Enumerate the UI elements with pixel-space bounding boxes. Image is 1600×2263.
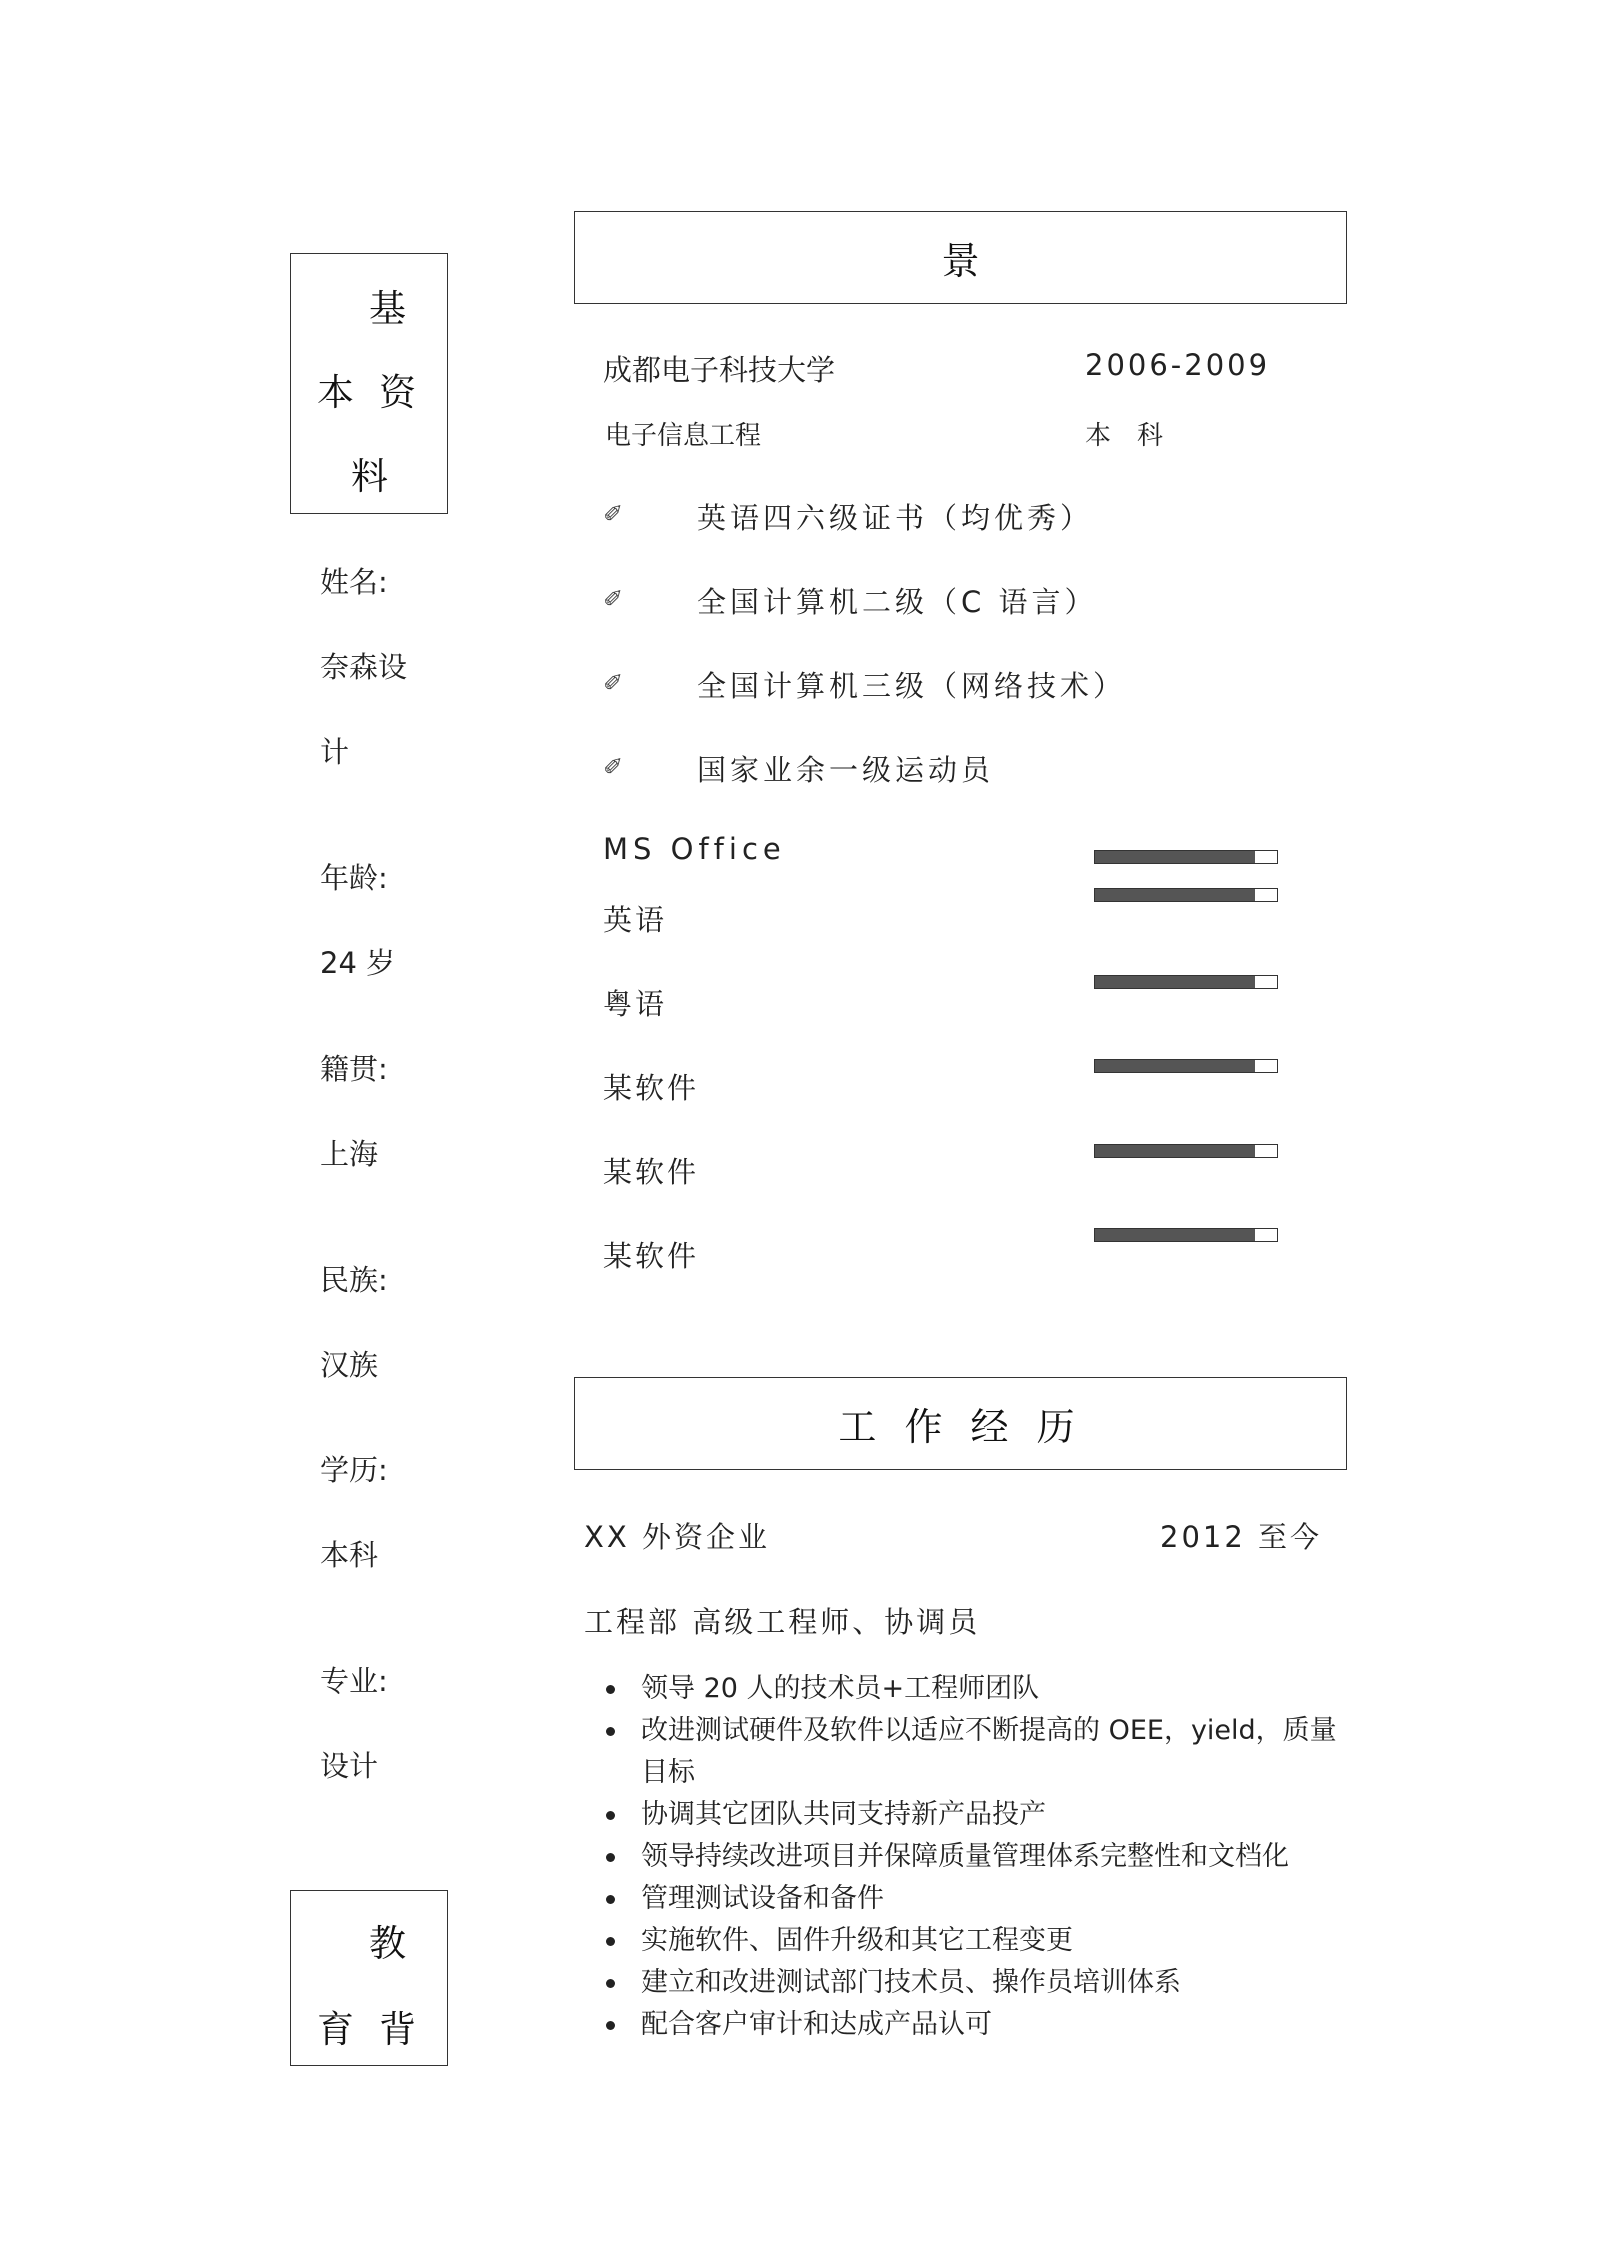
skill-name: 英语 bbox=[603, 903, 668, 937]
field-label-major: 专业: bbox=[320, 1664, 388, 1698]
certificate-item: 国家业余一级运动员 bbox=[697, 753, 995, 787]
field-value-name: 奈森设 bbox=[320, 650, 408, 684]
school-years: 2006-2009 bbox=[1085, 348, 1271, 382]
field-label-education: 学历: bbox=[320, 1453, 388, 1487]
duty-item: 实施软件、固件升级和其它工程变更 bbox=[603, 1920, 1343, 1962]
section-box-education bbox=[290, 1890, 448, 2066]
paperclip-icon: ✐ bbox=[603, 669, 624, 697]
education-header-text: 景 bbox=[941, 239, 980, 283]
certificate-item: 全国计算机二级（C 语言） bbox=[697, 585, 1098, 619]
field-value-ethnicity: 汉族 bbox=[320, 1348, 379, 1382]
paperclip-icon: ✐ bbox=[603, 500, 624, 528]
company-name: XX 外资企业 bbox=[584, 1520, 770, 1554]
work-period: 2012 至今 bbox=[1160, 1520, 1323, 1554]
field-value-education: 本科 bbox=[320, 1538, 379, 1572]
skill-bar bbox=[1094, 1059, 1278, 1073]
duty-item: 配合客户审计和达成产品认可 bbox=[603, 2004, 1343, 2046]
duty-item: 领导 20 人的技术员+工程师团队 bbox=[603, 1668, 1343, 1710]
duty-item: 管理测试设备和备件 bbox=[603, 1878, 1343, 1920]
section-title-char: 料 bbox=[351, 455, 388, 498]
field-label-age: 年龄: bbox=[320, 861, 388, 895]
field-label-ethnicity: 民族: bbox=[320, 1263, 388, 1297]
skill-name: 粤语 bbox=[603, 987, 668, 1021]
education-header bbox=[574, 211, 1347, 304]
duty-item: 建立和改进测试部门技术员、操作员培训体系 bbox=[603, 1962, 1343, 2004]
field-value-origin: 上海 bbox=[320, 1137, 379, 1171]
duty-item: 协调其它团队共同支持新产品投产 bbox=[603, 1794, 1343, 1836]
duty-item: 改进测试硬件及软件以适应不断提高的 OEE，yield，质量目标 bbox=[603, 1710, 1343, 1794]
section-title-char: 基 bbox=[369, 287, 406, 330]
section-title-char: 资 bbox=[379, 371, 416, 414]
certificate-item: 全国计算机三级（网络技术） bbox=[697, 669, 1127, 703]
field-value-age: 24 岁 bbox=[320, 946, 396, 980]
field-value-major: 设计 bbox=[320, 1749, 379, 1783]
skill-bar bbox=[1094, 1144, 1278, 1158]
skill-name: 某软件 bbox=[603, 1155, 700, 1189]
section-box-basic-info bbox=[290, 253, 448, 514]
skill-bar bbox=[1094, 850, 1278, 864]
skill-bar bbox=[1094, 975, 1278, 989]
degree: 本 科 bbox=[1085, 421, 1164, 451]
duty-item: 领导持续改进项目并保障质量管理体系完整性和文档化 bbox=[603, 1836, 1343, 1878]
field-label-origin: 籍贯: bbox=[320, 1052, 388, 1086]
paperclip-icon: ✐ bbox=[603, 753, 624, 781]
section-title-char: 教 bbox=[369, 1922, 406, 1965]
certificate-item: 英语四六级证书（均优秀） bbox=[697, 501, 1094, 535]
skill-name: 某软件 bbox=[603, 1071, 700, 1105]
school-name: 成都电子科技大学 bbox=[603, 353, 836, 387]
section-title-char: 本 bbox=[317, 371, 354, 414]
work-header bbox=[574, 1377, 1347, 1470]
skill-name: MS Office bbox=[603, 832, 786, 866]
work-header-text: 工 作 经 历 bbox=[838, 1405, 1083, 1449]
section-title-char: 育 bbox=[317, 2008, 354, 2051]
skill-bar bbox=[1094, 888, 1278, 902]
field-label-name: 姓名: bbox=[320, 565, 388, 599]
paperclip-icon: ✐ bbox=[603, 585, 624, 613]
field-value-name-cont: 计 bbox=[320, 735, 350, 769]
section-title-char: 背 bbox=[379, 2008, 416, 2051]
duty-list bbox=[603, 1668, 1343, 2046]
major-name: 电子信息工程 bbox=[605, 421, 762, 451]
job-position: 工程部 高级工程师、协调员 bbox=[584, 1605, 981, 1639]
skill-name: 某软件 bbox=[603, 1239, 700, 1273]
skill-bar bbox=[1094, 1228, 1278, 1242]
